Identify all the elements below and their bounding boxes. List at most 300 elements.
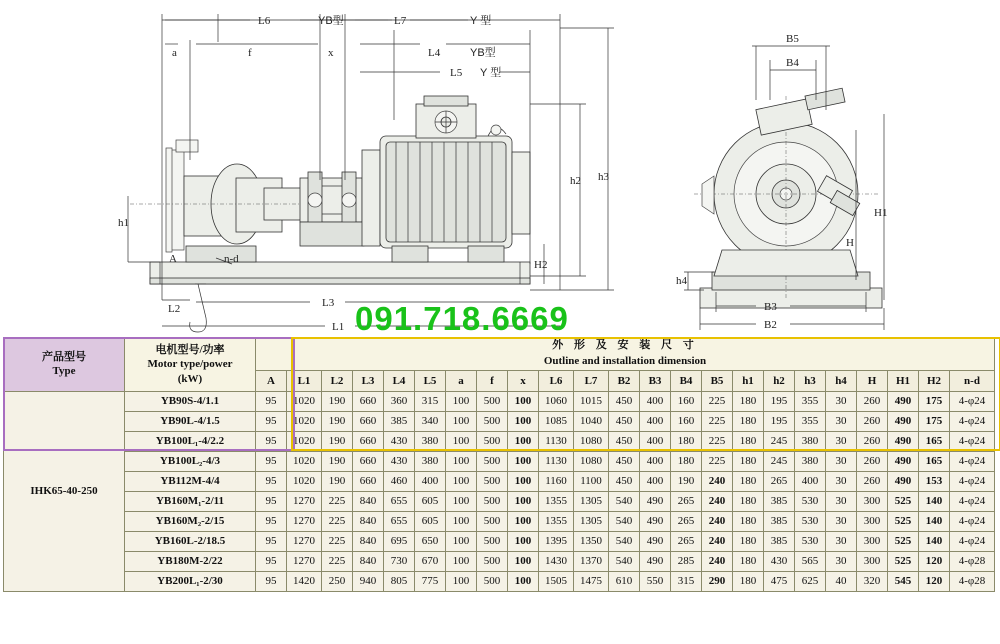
cell-B2: 540: [609, 531, 640, 551]
cell-L4: 385: [384, 411, 415, 431]
cell-H2: 120: [919, 551, 950, 571]
motor-type: YB100L₂-4/3: [125, 451, 256, 471]
svg-text:L1: L1: [332, 321, 345, 333]
col-A: A: [256, 370, 287, 391]
cell-h3: 530: [795, 511, 826, 531]
cell-h2: 245: [764, 431, 795, 451]
col-H2: H2: [919, 370, 950, 391]
cell-nd: 4-φ24: [950, 531, 995, 551]
cell-L1: 1020: [287, 431, 322, 451]
cell-L4: 730: [384, 551, 415, 571]
cell-L2: 190: [322, 451, 353, 471]
svg-text:h3: h3: [598, 171, 609, 183]
cell-nd: 4-φ24: [950, 451, 995, 471]
cell-L6: 1505: [539, 571, 574, 591]
cell-h1: 180: [733, 491, 764, 511]
col-B3: B3: [640, 370, 671, 391]
header-type-cn: 产品型号: [42, 350, 86, 363]
cell-h3: 380: [795, 451, 826, 471]
cell-B3: 490: [640, 491, 671, 511]
table-row: [4, 431, 995, 451]
table-row: [4, 551, 995, 571]
cell-L3: 840: [353, 511, 384, 531]
col-L3: L3: [353, 370, 384, 391]
cell-H2: 175: [919, 391, 950, 411]
row-label-type: IHK65-40-250: [4, 391, 125, 591]
cell-L4: 430: [384, 431, 415, 451]
cell-L7: 1370: [574, 551, 609, 571]
motor-type: YB100L₁-4/2.2: [125, 431, 256, 451]
cell-B3: 490: [640, 531, 671, 551]
cell-H: 260: [857, 411, 888, 431]
cell-x: 100: [508, 551, 539, 571]
cell-B3: 400: [640, 471, 671, 491]
cell-B2: 450: [609, 391, 640, 411]
table-row: [4, 411, 995, 431]
cell-a: 100: [446, 571, 477, 591]
cell-L3: 660: [353, 391, 384, 411]
cell-h2: 195: [764, 391, 795, 411]
cell-H: 300: [857, 511, 888, 531]
cell-H: 260: [857, 471, 888, 491]
end-view-group: [676, 33, 887, 331]
cell-h4: 30: [826, 451, 857, 471]
cell-f: 500: [477, 551, 508, 571]
cell-f: 500: [477, 431, 508, 451]
cell-B4: 160: [671, 411, 702, 431]
cell-H: 260: [857, 391, 888, 411]
header-motor-cn: 电机型号/功率: [155, 343, 225, 356]
col-L1: L1: [287, 370, 322, 391]
cell-h4: 30: [826, 471, 857, 491]
cell-L7: 1080: [574, 431, 609, 451]
cell-h1: 180: [733, 431, 764, 451]
cell-h4: 30: [826, 431, 857, 451]
cell-L2: 225: [322, 551, 353, 571]
cell-h1: 180: [733, 511, 764, 531]
svg-text:H: H: [846, 237, 854, 249]
cell-B3: 400: [640, 411, 671, 431]
cell-x: 100: [508, 431, 539, 451]
cell-h1: 180: [733, 471, 764, 491]
cell-x: 100: [508, 411, 539, 431]
cell-A: 95: [256, 411, 287, 431]
cell-h4: 40: [826, 571, 857, 591]
cell-L5: 605: [415, 511, 446, 531]
cell-H2: 153: [919, 471, 950, 491]
cell-L7: 1350: [574, 531, 609, 551]
cell-L7: 1080: [574, 451, 609, 471]
cell-B5: 225: [702, 451, 733, 471]
cell-L1: 1020: [287, 391, 322, 411]
cell-f: 500: [477, 411, 508, 431]
cell-B4: 265: [671, 491, 702, 511]
cell-L6: 1130: [539, 431, 574, 451]
cell-h1: 180: [733, 571, 764, 591]
cell-L3: 840: [353, 491, 384, 511]
cell-B4: 265: [671, 511, 702, 531]
cell-B3: 400: [640, 451, 671, 471]
cell-B5: 225: [702, 411, 733, 431]
cell-H1: 525: [888, 551, 919, 571]
col-L2: L2: [322, 370, 353, 391]
cell-B4: 285: [671, 551, 702, 571]
cell-B4: 265: [671, 531, 702, 551]
cell-B2: 540: [609, 511, 640, 531]
cell-B3: 550: [640, 571, 671, 591]
cell-x: 100: [508, 391, 539, 411]
table-row: [4, 571, 995, 591]
col-f: f: [477, 370, 508, 391]
cell-f: 500: [477, 531, 508, 551]
cell-L1: 1270: [287, 491, 322, 511]
watermark-phone: 091.718.6669: [355, 300, 569, 337]
table-row: [4, 451, 995, 471]
motor-type: YB200L₁-2/30: [125, 571, 256, 591]
cell-B5: 240: [702, 471, 733, 491]
cell-h1: 180: [733, 531, 764, 551]
cell-L3: 940: [353, 571, 384, 591]
col-L7: L7: [574, 370, 609, 391]
cell-H: 300: [857, 491, 888, 511]
cell-a: 100: [446, 391, 477, 411]
side-view-group: [118, 13, 614, 333]
cell-L3: 660: [353, 451, 384, 471]
svg-text:a: a: [172, 47, 177, 59]
cell-a: 100: [446, 551, 477, 571]
cell-B4: 180: [671, 451, 702, 471]
cell-L2: 225: [322, 531, 353, 551]
cell-h4: 30: [826, 411, 857, 431]
cell-A: 95: [256, 531, 287, 551]
cell-a: 100: [446, 431, 477, 451]
cell-L1: 1270: [287, 551, 322, 571]
cell-L7: 1305: [574, 511, 609, 531]
table-row: [4, 531, 995, 551]
cell-B4: 315: [671, 571, 702, 591]
motor-type: YB90S-4/1.1: [125, 391, 256, 411]
svg-text:YB型: YB型: [470, 47, 496, 59]
cell-h1: 180: [733, 551, 764, 571]
cell-h2: 475: [764, 571, 795, 591]
cell-B3: 490: [640, 551, 671, 571]
svg-text:L7: L7: [394, 15, 407, 27]
cell-L5: 340: [415, 411, 446, 431]
cell-L1: 1020: [287, 411, 322, 431]
cell-H2: 140: [919, 491, 950, 511]
cell-L5: 650: [415, 531, 446, 551]
cell-h2: 385: [764, 491, 795, 511]
cell-A: 95: [256, 471, 287, 491]
cell-L3: 660: [353, 471, 384, 491]
cell-B2: 610: [609, 571, 640, 591]
col-L4: L4: [384, 370, 415, 391]
cell-H2: 140: [919, 511, 950, 531]
cell-h4: 30: [826, 511, 857, 531]
cell-A: 95: [256, 431, 287, 451]
cell-L1: 1420: [287, 571, 322, 591]
col-h1: h1: [733, 370, 764, 391]
cell-L5: 380: [415, 431, 446, 451]
cell-L2: 190: [322, 431, 353, 451]
cell-H1: 490: [888, 451, 919, 471]
cell-nd: 4-φ24: [950, 431, 995, 451]
svg-text:B4: B4: [786, 57, 799, 69]
cell-L3: 660: [353, 411, 384, 431]
svg-text:B5: B5: [786, 33, 799, 45]
cell-B5: 240: [702, 511, 733, 531]
table-row: [4, 511, 995, 531]
col-H: H: [857, 370, 888, 391]
cell-B5: 240: [702, 491, 733, 511]
cell-x: 100: [508, 491, 539, 511]
cell-x: 100: [508, 451, 539, 471]
cell-h3: 530: [795, 531, 826, 551]
cell-h4: 30: [826, 551, 857, 571]
col-nd: n-d: [950, 370, 995, 391]
cell-L6: 1060: [539, 391, 574, 411]
cell-A: 95: [256, 551, 287, 571]
cell-h1: 180: [733, 451, 764, 471]
cell-h3: 355: [795, 411, 826, 431]
header-type: [4, 338, 125, 392]
cell-nd: 4-φ24: [950, 391, 995, 411]
cell-A: 95: [256, 511, 287, 531]
cell-B2: 540: [609, 491, 640, 511]
cell-h2: 385: [764, 531, 795, 551]
cell-H1: 490: [888, 471, 919, 491]
cell-L7: 1100: [574, 471, 609, 491]
svg-text:Y 型: Y 型: [470, 15, 492, 27]
cell-nd: 4-φ28: [950, 571, 995, 591]
cell-h1: 180: [733, 411, 764, 431]
cell-L5: 605: [415, 491, 446, 511]
cell-H1: 525: [888, 491, 919, 511]
cell-B3: 490: [640, 511, 671, 531]
col-B5: B5: [702, 370, 733, 391]
cell-h4: 30: [826, 491, 857, 511]
svg-text:B2: B2: [764, 319, 777, 331]
cell-L6: 1085: [539, 411, 574, 431]
cell-B5: 225: [702, 431, 733, 451]
cell-H1: 545: [888, 571, 919, 591]
cell-L1: 1020: [287, 471, 322, 491]
cell-f: 500: [477, 491, 508, 511]
cell-a: 100: [446, 471, 477, 491]
cell-L4: 695: [384, 531, 415, 551]
cell-H: 260: [857, 431, 888, 451]
cell-H: 320: [857, 571, 888, 591]
cell-H: 300: [857, 551, 888, 571]
cell-h2: 195: [764, 411, 795, 431]
cell-L3: 840: [353, 531, 384, 551]
col-h4: h4: [826, 370, 857, 391]
cell-B2: 450: [609, 471, 640, 491]
cell-L7: 1040: [574, 411, 609, 431]
cell-A: 95: [256, 491, 287, 511]
cell-H2: 120: [919, 571, 950, 591]
cell-L1: 1270: [287, 531, 322, 551]
cell-L2: 190: [322, 471, 353, 491]
svg-text:YB型: YB型: [318, 15, 344, 27]
cell-B2: 450: [609, 431, 640, 451]
cell-L6: 1430: [539, 551, 574, 571]
cell-nd: 4-φ28: [950, 551, 995, 571]
cell-L5: 670: [415, 551, 446, 571]
cell-x: 100: [508, 511, 539, 531]
cell-L4: 805: [384, 571, 415, 591]
cell-H1: 525: [888, 511, 919, 531]
col-h2: h2: [764, 370, 795, 391]
svg-text:H2: H2: [534, 259, 548, 271]
svg-text:L6: L6: [258, 15, 271, 27]
cell-B5: 225: [702, 391, 733, 411]
col-B2: B2: [609, 370, 640, 391]
cell-L6: 1160: [539, 471, 574, 491]
cell-h2: 430: [764, 551, 795, 571]
cell-L2: 225: [322, 491, 353, 511]
cell-B3: 400: [640, 391, 671, 411]
col-B4: B4: [671, 370, 702, 391]
table-row: [4, 491, 995, 511]
cell-nd: 4-φ24: [950, 491, 995, 511]
svg-text:Y 型: Y 型: [480, 67, 502, 79]
cell-B2: 450: [609, 451, 640, 471]
svg-text:H1: H1: [874, 207, 888, 219]
cell-a: 100: [446, 491, 477, 511]
col-a: a: [446, 370, 477, 391]
cell-x: 100: [508, 531, 539, 551]
cell-a: 100: [446, 531, 477, 551]
cell-B5: 240: [702, 531, 733, 551]
cell-h3: 355: [795, 391, 826, 411]
cell-H1: 490: [888, 391, 919, 411]
svg-text:h4: h4: [676, 275, 687, 287]
cell-L6: 1395: [539, 531, 574, 551]
cell-nd: 4-φ24: [950, 511, 995, 531]
cell-L3: 840: [353, 551, 384, 571]
svg-text:h1: h1: [118, 217, 129, 229]
svg-text:B3: B3: [764, 301, 777, 313]
cell-a: 100: [446, 451, 477, 471]
cell-L2: 250: [322, 571, 353, 591]
col-L6: L6: [539, 370, 574, 391]
cell-B4: 180: [671, 431, 702, 451]
header-outline-en: Outline and installation dimension: [543, 354, 707, 367]
cell-f: 500: [477, 571, 508, 591]
cell-B3: 400: [640, 431, 671, 451]
svg-text:L3: L3: [322, 297, 335, 309]
motor-type: YB112M-4/4: [125, 471, 256, 491]
cell-h2: 245: [764, 451, 795, 471]
header-type-en: Type: [52, 365, 76, 378]
cell-H1: 490: [888, 431, 919, 451]
cell-h4: 30: [826, 531, 857, 551]
cell-B5: 240: [702, 551, 733, 571]
svg-text:h2: h2: [570, 175, 581, 187]
cell-L4: 430: [384, 451, 415, 471]
cell-B2: 540: [609, 551, 640, 571]
cell-H: 260: [857, 451, 888, 471]
specification-table: [3, 337, 995, 592]
cell-A: 95: [256, 391, 287, 411]
cell-h2: 265: [764, 471, 795, 491]
table-row: [4, 471, 995, 491]
cell-H2: 140: [919, 531, 950, 551]
header-motor: [125, 338, 256, 392]
svg-text:A: A: [169, 253, 177, 265]
cell-H: 300: [857, 531, 888, 551]
motor-type: YB160L-2/18.5: [125, 531, 256, 551]
svg-text:f: f: [248, 47, 252, 59]
header-outline-cn: 外 形 及 安 装 尺 寸: [552, 339, 698, 351]
cell-L6: 1355: [539, 491, 574, 511]
cell-nd: 4-φ24: [950, 471, 995, 491]
cell-L7: 1305: [574, 491, 609, 511]
motor-type: YB90L-4/1.5: [125, 411, 256, 431]
cell-a: 100: [446, 411, 477, 431]
table-row: [4, 391, 995, 411]
cell-H2: 165: [919, 431, 950, 451]
header-motor-en: Motor type/power: [147, 358, 233, 371]
header-outline: [256, 338, 995, 371]
cell-h1: 180: [733, 391, 764, 411]
cell-h3: 400: [795, 471, 826, 491]
cell-f: 500: [477, 471, 508, 491]
cell-h3: 380: [795, 431, 826, 451]
cell-L2: 225: [322, 511, 353, 531]
col-L5: L5: [415, 370, 446, 391]
cell-L4: 655: [384, 511, 415, 531]
cell-L2: 190: [322, 391, 353, 411]
motor-type: YB160M₂-2/15: [125, 511, 256, 531]
header-motor-unit: (kW): [177, 372, 203, 385]
cell-L6: 1355: [539, 511, 574, 531]
cell-h4: 30: [826, 391, 857, 411]
cell-L3: 660: [353, 431, 384, 451]
cell-L2: 190: [322, 411, 353, 431]
cell-L5: 315: [415, 391, 446, 411]
cell-B5: 290: [702, 571, 733, 591]
cell-L4: 655: [384, 491, 415, 511]
cell-A: 95: [256, 451, 287, 471]
motor-type: YB180M-2/22: [125, 551, 256, 571]
cell-H1: 490: [888, 411, 919, 431]
cell-H2: 175: [919, 411, 950, 431]
cell-L7: 1475: [574, 571, 609, 591]
col-H1: H1: [888, 370, 919, 391]
cell-B4: 190: [671, 471, 702, 491]
cell-L1: 1020: [287, 451, 322, 471]
cell-nd: 4-φ24: [950, 411, 995, 431]
cell-L5: 775: [415, 571, 446, 591]
svg-text:L4: L4: [428, 47, 441, 59]
cell-f: 500: [477, 391, 508, 411]
cell-h3: 530: [795, 491, 826, 511]
col-x: x: [508, 370, 539, 391]
cell-B4: 160: [671, 391, 702, 411]
cell-L5: 380: [415, 451, 446, 471]
cell-h3: 625: [795, 571, 826, 591]
cell-H1: 525: [888, 531, 919, 551]
svg-text:L2: L2: [168, 303, 181, 315]
cell-L5: 400: [415, 471, 446, 491]
cell-L4: 360: [384, 391, 415, 411]
cell-B2: 450: [609, 411, 640, 431]
svg-text:x: x: [328, 47, 334, 59]
svg-text:L5: L5: [450, 67, 463, 79]
cell-f: 500: [477, 511, 508, 531]
